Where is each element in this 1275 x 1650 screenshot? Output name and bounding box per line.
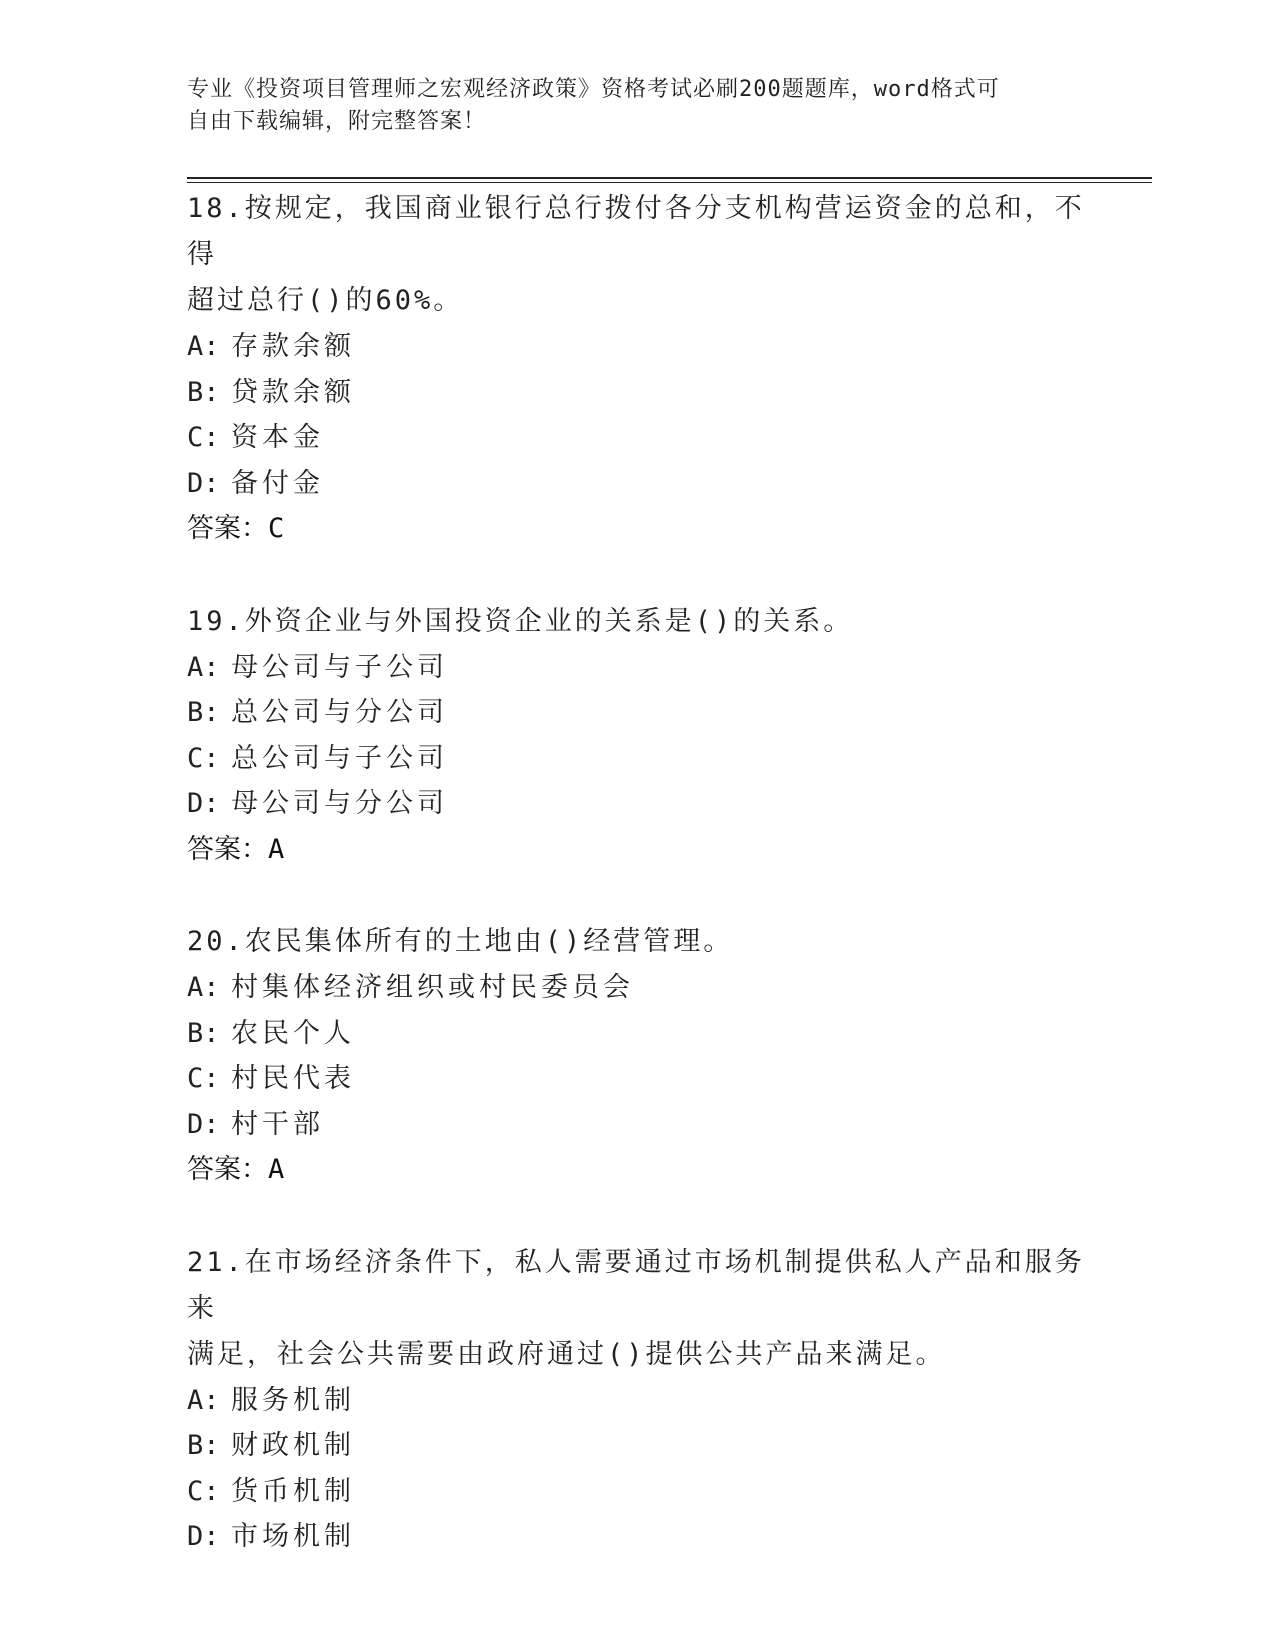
option-text: 村民代表	[231, 1063, 355, 1094]
question-stem-line: 18.按规定，我国商业银行总行拨付各分支机构营运资金的总和，不得	[187, 193, 1085, 270]
option-d	[187, 1514, 1087, 1560]
option-letter: A:	[187, 1384, 220, 1416]
option-letter: B:	[187, 376, 220, 408]
option-d	[187, 461, 1087, 507]
option-c	[187, 415, 1087, 461]
option-text: 服务机制	[231, 1384, 355, 1416]
document-header	[187, 74, 1067, 138]
option-text: 贷款余额	[231, 376, 355, 408]
option-text: 母公司与子公司	[231, 651, 448, 683]
header-line-1: 专业《投资项目管理师之宏观经济政策》资格考试必刷200题题库，word格式可	[187, 77, 1000, 102]
header-line-2: 自由下载编辑，附完整答案！	[187, 109, 487, 134]
option-text: 备付金	[231, 467, 324, 499]
answer-label: 答案：	[187, 1154, 268, 1185]
header-divider-thick	[187, 177, 1152, 179]
option-c	[187, 1056, 1087, 1102]
option-text: 总公司与分公司	[231, 697, 448, 728]
answer-value: C	[268, 513, 285, 544]
option-text: 存款余额	[231, 331, 355, 362]
option-letter: B:	[187, 1430, 220, 1461]
option-letter: C:	[187, 1063, 220, 1094]
question-stem-line: 满足，社会公共需要由政府通过()提供公共产品来满足。	[187, 1338, 946, 1370]
option-b	[187, 1423, 1087, 1469]
option-letter: B:	[187, 697, 220, 728]
option-text: 市场机制	[231, 1521, 355, 1552]
option-text: 农民个人	[231, 1017, 355, 1049]
option-a	[187, 965, 1087, 1011]
option-b	[187, 370, 1087, 416]
question-21	[187, 1240, 1087, 1560]
answer-line	[187, 506, 1087, 552]
option-c	[187, 736, 1087, 782]
option-text: 财政机制	[231, 1430, 355, 1461]
option-d	[187, 1102, 1087, 1148]
option-letter: A:	[187, 651, 220, 683]
option-a	[187, 324, 1087, 370]
option-text: 资本金	[231, 422, 324, 453]
question-stem-line: 21.在市场经济条件下，私人需要通过市场机制提供私人产品和服务来	[187, 1246, 1085, 1324]
option-text: 村干部	[231, 1108, 324, 1140]
question-list	[187, 186, 1087, 1607]
option-letter: A:	[187, 972, 220, 1003]
option-letter: B:	[187, 1017, 220, 1049]
option-text: 货币机制	[231, 1475, 355, 1507]
question-stem-line: 超过总行()的60%。	[187, 285, 464, 316]
option-a	[187, 1378, 1087, 1424]
header-divider-thin	[187, 182, 1152, 183]
answer-value: A	[268, 1154, 285, 1185]
option-letter: C:	[187, 1475, 220, 1507]
option-letter: C:	[187, 422, 220, 453]
option-letter: A:	[187, 331, 220, 362]
option-c	[187, 1469, 1087, 1515]
option-b	[187, 690, 1087, 736]
question-stem-line: 20.农民集体所有的土地由()经营管理。	[187, 926, 734, 957]
option-letter: C:	[187, 742, 220, 774]
answer-label: 答案：	[187, 833, 268, 865]
option-b	[187, 1011, 1087, 1057]
question-19	[187, 599, 1087, 873]
option-text: 总公司与子公司	[231, 742, 448, 774]
answer-line	[187, 827, 1087, 873]
question-stem-line: 19.外资企业与外国投资企业的关系是()的关系。	[187, 605, 854, 637]
answer-label: 答案：	[187, 513, 268, 544]
question-18	[187, 186, 1087, 552]
option-letter: D:	[187, 467, 220, 499]
answer-value: A	[268, 833, 285, 865]
question-20	[187, 919, 1087, 1193]
option-letter: D:	[187, 1108, 220, 1140]
option-text: 母公司与分公司	[231, 788, 448, 819]
option-a	[187, 645, 1087, 691]
option-letter: D:	[187, 788, 220, 819]
option-d	[187, 781, 1087, 827]
answer-line	[187, 1147, 1087, 1193]
option-letter: D:	[187, 1521, 220, 1552]
option-text: 村集体经济组织或村民委员会	[231, 972, 634, 1003]
